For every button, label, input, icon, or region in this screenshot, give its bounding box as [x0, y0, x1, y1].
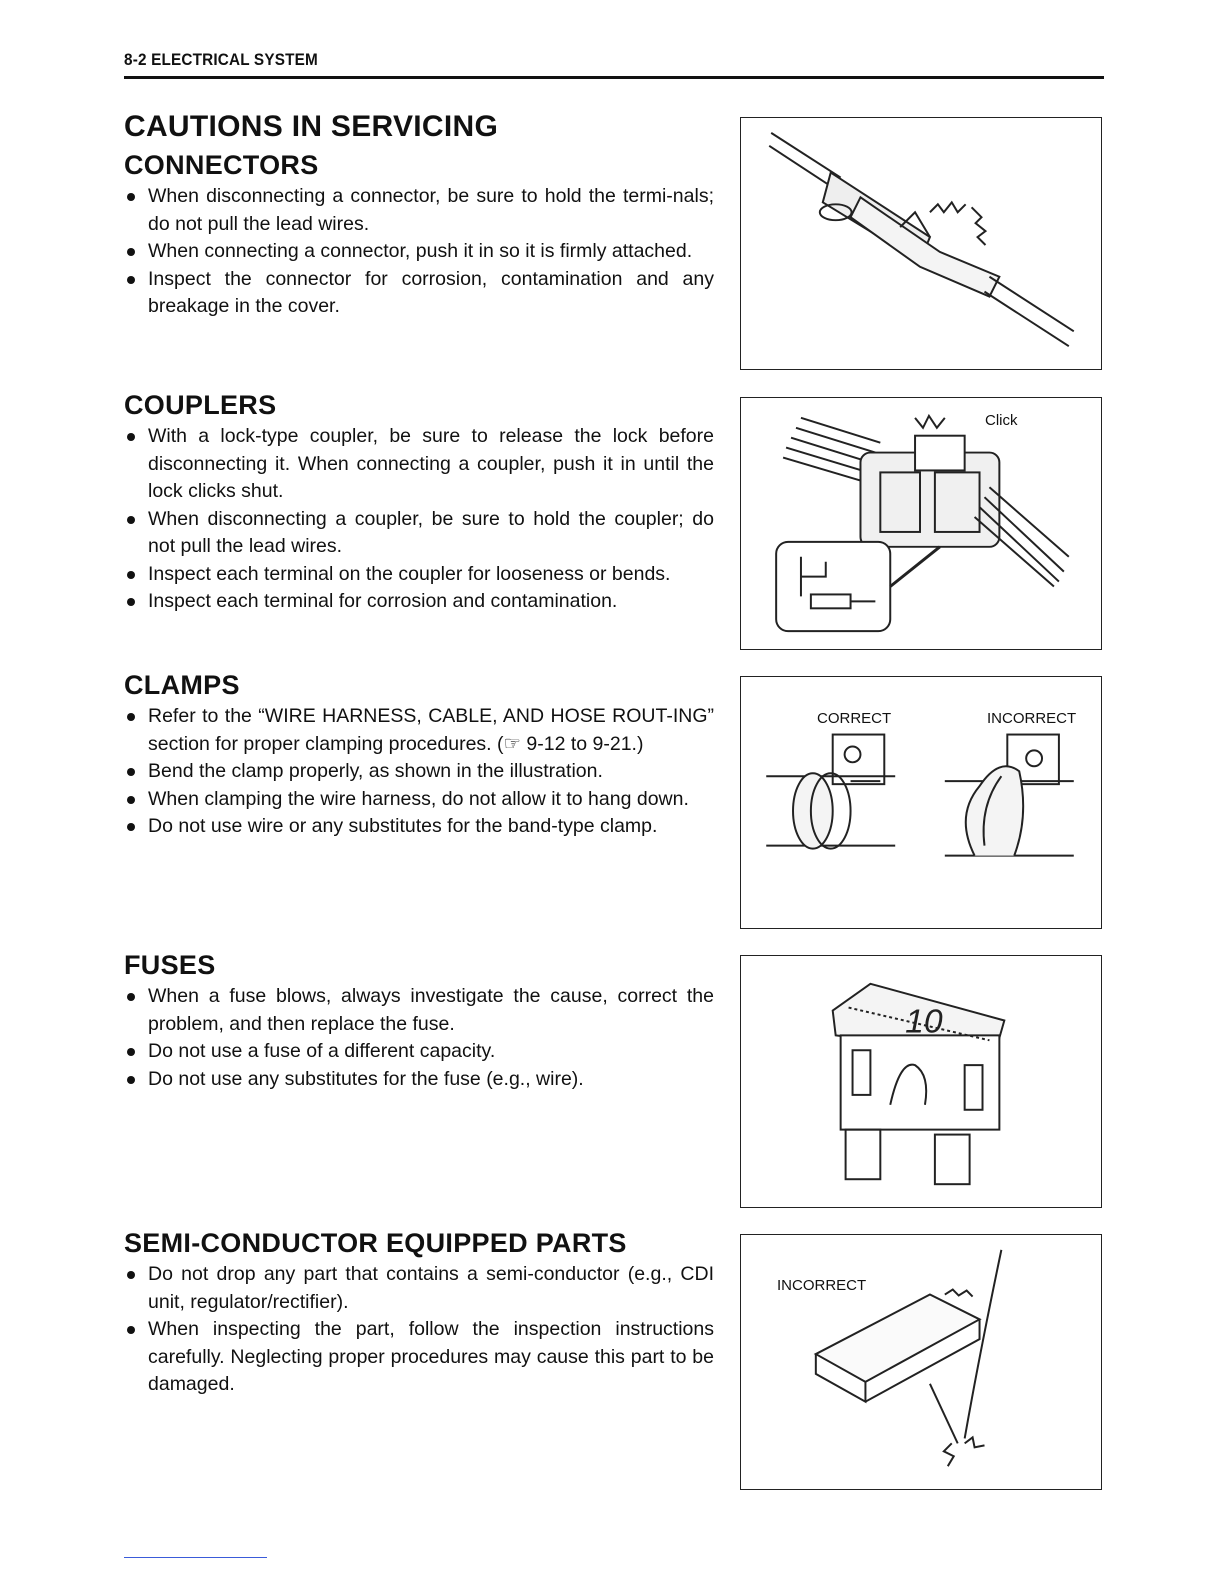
connector-illustration — [740, 117, 1102, 370]
bullet-list — [124, 983, 714, 1093]
section-heading: CLAMPS — [124, 670, 240, 700]
clamp-illustration — [740, 676, 1102, 929]
coupler-drawing — [741, 398, 1101, 649]
bullet-list — [124, 183, 714, 321]
bullet-list — [124, 1261, 714, 1399]
section-heading: COUPLERS — [124, 390, 277, 420]
fuse-drawing — [741, 956, 1101, 1207]
bullet-list — [124, 423, 714, 616]
connector-drawing — [741, 118, 1101, 369]
section-semi-conductor — [124, 1228, 714, 1399]
section-heading: CONNECTORS — [124, 150, 319, 180]
list-item: Inspect each terminal for corrosion and contamination. — [124, 588, 714, 616]
section-heading: FUSES — [124, 950, 216, 980]
header-text: 8-2 ELECTRICAL SYSTEM — [124, 50, 318, 69]
list-item: Do not use any substitutes for the fuse (e.g., wire). — [124, 1066, 714, 1094]
fuse-rating-text: 10 — [905, 1002, 943, 1041]
list-item: When disconnecting a connector, be sure to hold the termi-nals; do not pull the lead wires. — [124, 183, 714, 238]
section-couplers — [124, 390, 714, 616]
section-connectors — [124, 150, 714, 321]
bullet-list — [124, 703, 714, 841]
list-item: Do not drop any part that contains a semi-conductor (e.g., CDI unit, regulator/rectifier). — [124, 1261, 714, 1316]
semiconductor-illustration — [740, 1234, 1102, 1490]
page-header — [124, 50, 1104, 79]
footer-rule — [124, 1557, 267, 1558]
list-item: Refer to the “WIRE HARNESS, CABLE, AND HOSE ROUT-ING” section for proper clamping procedures. (☞ 9-12 to 9-21.) — [124, 703, 714, 758]
list-item: When clamping the wire harness, do not allow it to hang down. — [124, 786, 714, 814]
list-item: When a fuse blows, always investigate the cause, correct the problem, and then replace the fuse. — [124, 983, 714, 1038]
list-item: Inspect the connector for corrosion, contamination and any breakage in the cover. — [124, 266, 714, 321]
section-clamps — [124, 670, 714, 841]
fuse-illustration — [740, 955, 1102, 1208]
list-item: Do not use a fuse of a different capacity. — [124, 1038, 714, 1066]
incorrect-label: INCORRECT — [987, 710, 1077, 727]
list-item: With a lock-type coupler, be sure to release the lock before disconnecting it. When connecting a coupler, push it in until the lock clicks shut. — [124, 423, 714, 506]
list-item: When disconnecting a coupler, be sure to hold the coupler; do not pull the lead wires. — [124, 506, 714, 561]
incorrect-label: INCORRECT — [777, 1277, 867, 1294]
click-label: Click — [985, 412, 1018, 429]
section-heading: SEMI-CONDUCTOR EQUIPPED PARTS — [124, 1228, 627, 1258]
list-item: Do not use wire or any substitutes for the band-type clamp. — [124, 813, 714, 841]
list-item: When inspecting the part, follow the inspection instructions carefully. Neglecting proper procedures may cause this part to be damaged. — [124, 1316, 714, 1399]
list-item: Bend the clamp properly, as shown in the illustration. — [124, 758, 714, 786]
section-fuses — [124, 950, 714, 1093]
list-item: Inspect each terminal on the coupler for looseness or bends. — [124, 561, 714, 589]
coupler-illustration — [740, 397, 1102, 650]
page-title: CAUTIONS IN SERVICING — [124, 110, 499, 143]
correct-label: CORRECT — [817, 710, 892, 727]
list-item: When connecting a connector, push it in so it is firmly attached. — [124, 238, 714, 266]
semiconductor-drawing — [741, 1235, 1101, 1489]
